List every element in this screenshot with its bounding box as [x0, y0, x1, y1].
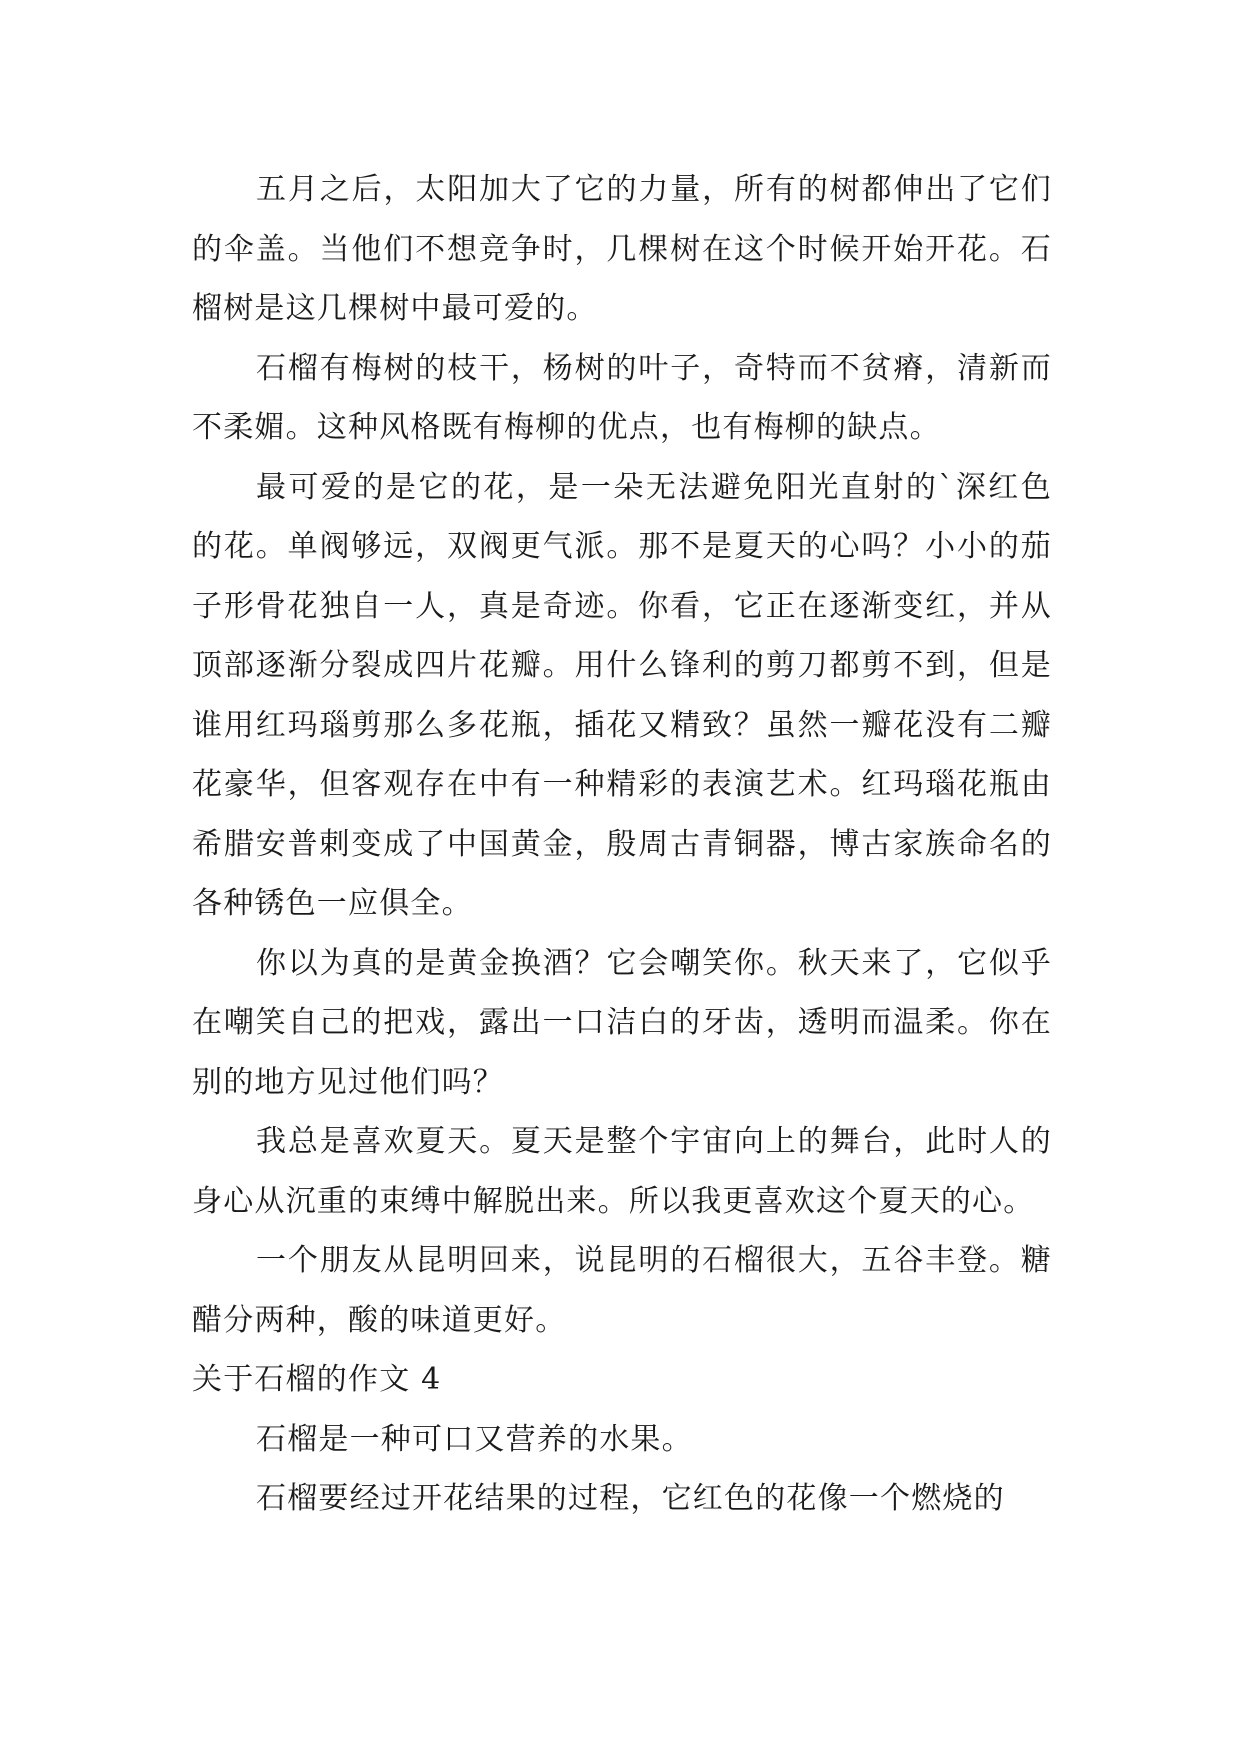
paragraph-summer-love: 我总是喜欢夏天。夏天是整个宇宙向上的舞台，此时人的身心从沉重的束缚中解脱出来。所以我更喜欢这个夏天的心。	[192, 1124, 1052, 1219]
paragraph-kunming-friend: 一个朋友从昆明回来，说昆明的石榴很大，五谷丰登。糖醋分两种，酸的味道更好。	[192, 1243, 1052, 1338]
paragraph-autumn-smile: 你以为真的是黄金换酒？它会嘲笑你。秋天来了，它似乎在嘲笑自己的把戏，露出一口洁白的牙齿，透明而温柔。你在别的地方见过他们吗？	[192, 945, 1052, 1100]
document-body	[192, 160, 1052, 1529]
paragraph-pomegranate-branches: 石榴有梅树的枝干，杨树的叶子，奇特而不贫瘠，清新而不柔媚。这种风格既有梅柳的优点，也有梅柳的缺点。	[192, 350, 1052, 445]
paragraph-flowering-process: 石榴要经过开花结果的过程，它红色的花像一个燃烧的	[256, 1481, 1005, 1516]
section-heading: 关于石榴的作文 4	[192, 1362, 442, 1397]
paragraph-may-trees: 五月之后，太阳加大了它的力量，所有的树都伸出了它们的伞盖。当他们不想竞争时，几棵树在这个时候开始开花。石榴树是这几棵树中最可爱的。	[192, 172, 1052, 326]
paragraph-pomegranate-flower: 最可爱的是它的花，是一朵无法避免阳光直射的`深红色的花。单阀够远，双阀更气派。那不是夏天的心吗？小小的茄子形骨花独自一人，真是奇迹。你看，它正在逐渐变红，并从顶部逐渐分裂成四片花瓣。用什么锋利的剪刀都剪不到，但是谁用红玛瑙剪那么多花瓶，插花又精致？虽然一瓣花没有二瓣花豪华，但客观存在中有一种精彩的表演艺术。红玛瑙花瓶由希腊安普剌变成了中国黄金，殷周古青铜器，博古家族命名的各种锈色一应俱全。	[192, 469, 1052, 921]
paragraph-tasty-fruit: 石榴是一种可口又营养的水果。	[256, 1421, 693, 1457]
